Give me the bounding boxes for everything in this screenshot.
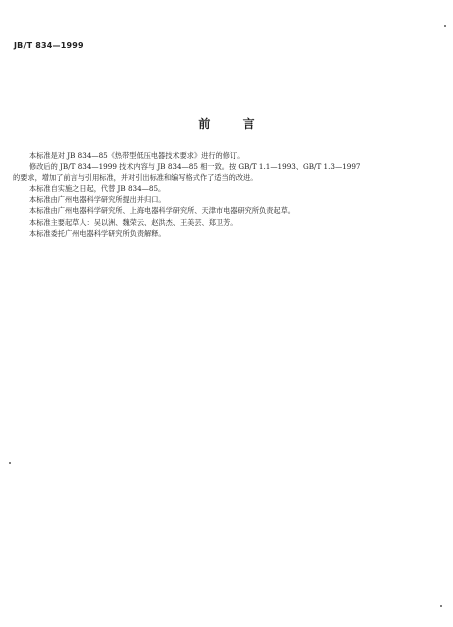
paragraph-proposer: 本标准由广州电器科学研究所提出并归口。 — [29, 195, 166, 205]
paragraph-revision-note: 本标准是对 JB 834—85《热带型低压电器技术要求》进行的修订。 — [29, 151, 245, 160]
paragraph-content-consistency: 修改后的 JB/T 834—1999 技术内容与 JB 834—85 相一致。按 GB/T 1.1—1993、GB/T 1.3—1997 — [29, 162, 361, 172]
paragraph-replacement: 本标准自实施之日起，代替 JB 834—85。 — [29, 184, 166, 194]
paragraph-drafters: 本标准主要起草人：吴以洲、魏荣云、赵洪杰、王美芸、郑卫芳。 — [29, 217, 238, 227]
paragraph-content-consistency-cont: 的要求，增加了前言与引用标准，并对引出标准和编写格式作了适当的改进。 — [13, 173, 258, 183]
paragraph-interpretation: 本标准委托广州电器科学研究所负责解释。 — [29, 228, 166, 238]
paragraph-drafting-units: 本标准由广州电器科学研究所、上海电器科学研究所、天津市电器研究所负责起草。 — [29, 206, 295, 216]
foreword-body — [13, 150, 443, 239]
page-title: 前 言 — [198, 117, 269, 131]
scan-speck — [444, 25, 446, 27]
standard-code-header: JB/T 834—1999 — [14, 41, 84, 50]
scan-speck — [9, 462, 11, 464]
scan-speck — [440, 605, 442, 607]
